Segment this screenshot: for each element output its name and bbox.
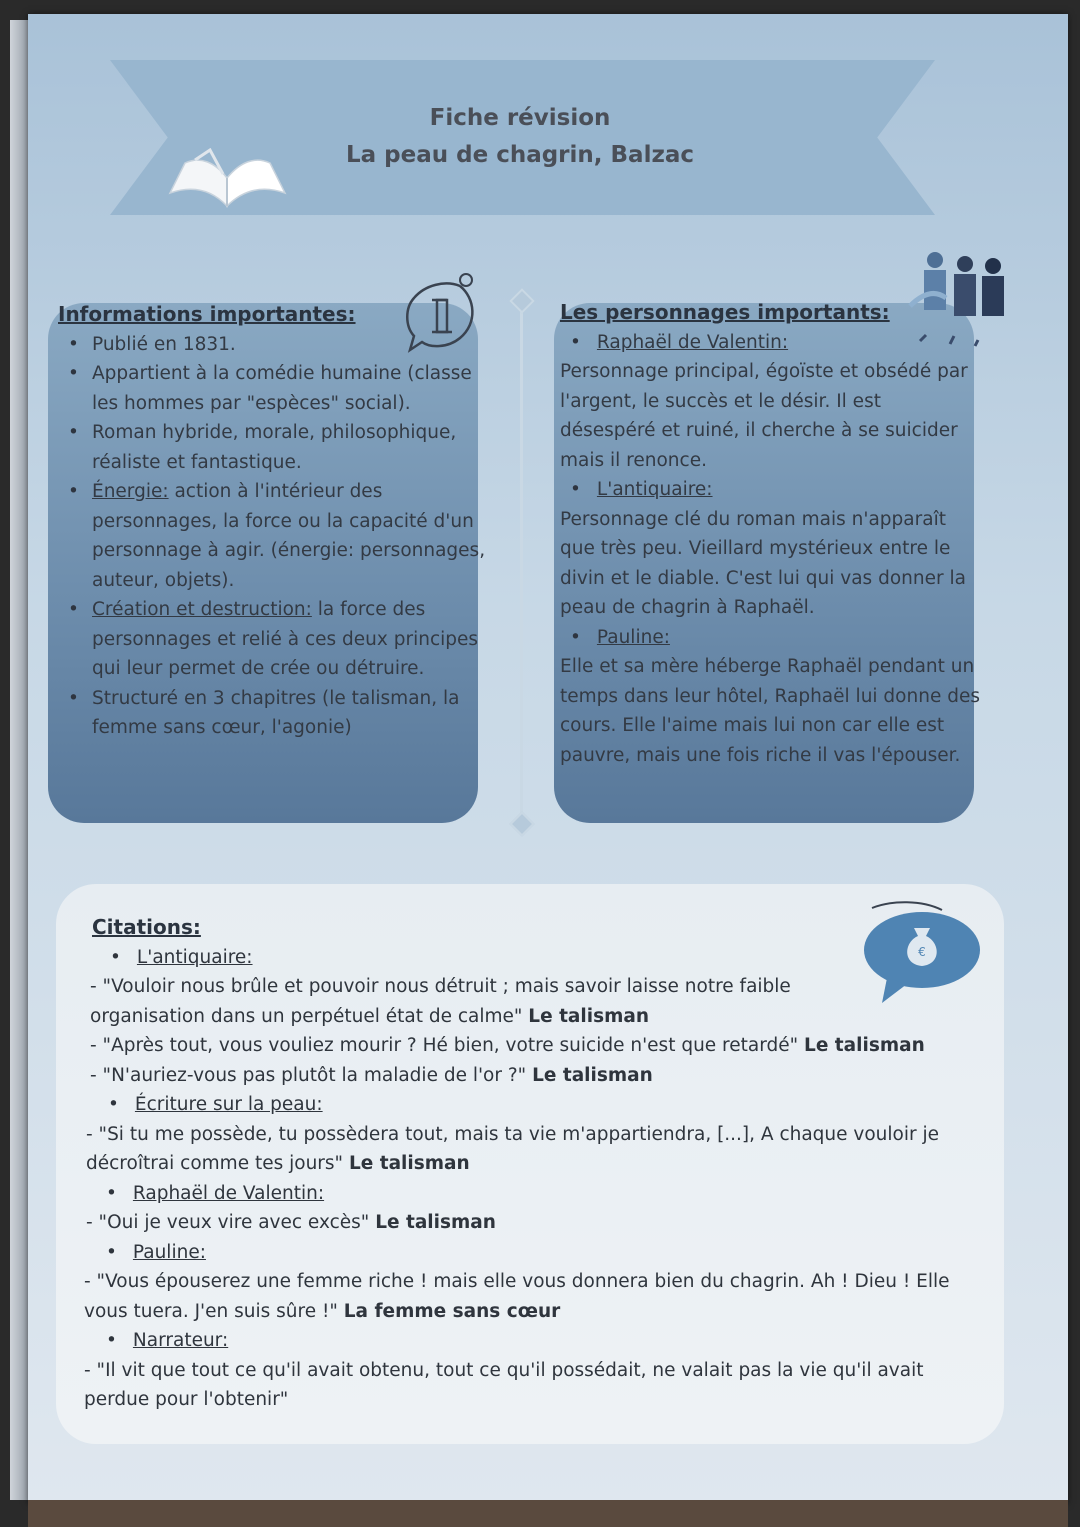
info-section	[58, 300, 488, 743]
title-line-2: La peau de chagrin, Balzac	[345, 142, 695, 168]
table-surface	[28, 1500, 1068, 1527]
character-name: • Raphaël de Valentin:	[560, 328, 980, 358]
character-name: • L'antiquaire:	[560, 475, 980, 505]
character-desc: Elle et sa mère héberge Raphaël pendant un temps dans leur hôtel, Raphaël lui donne des cours. Elle l'aime mais lui non car elle est pauvre, mais une fois riche il vas l'épouser.	[560, 656, 980, 766]
citation: - "Après tout, vous vouliez mourir ? Hé bien, votre suicide n'est que retardé" Le talisman	[90, 1035, 925, 1056]
citation: - "Si tu me possède, tu possèdera tout, mais ta vie m'appartiendra, [...], A chaque vouloir je décroîtrai comme tes jours" Le talisman	[86, 1123, 940, 1174]
list-item: • Roman hybride, morale, philosophique, réaliste et fantastique.	[58, 418, 488, 477]
citations-section	[60, 913, 1000, 1415]
characters-section	[560, 298, 980, 770]
page-title	[330, 100, 710, 174]
citation-author: • Narrateur:	[94, 1326, 1000, 1356]
citation-author: • L'antiquaire:	[98, 943, 1000, 973]
character-desc: Personnage clé du roman mais n'apparaît que très peu. Vieillard mystérieux entre le divin et le diable. C'est lui qui vas donner la peau de chagrin à Raphaël.	[560, 508, 966, 618]
info-list	[58, 330, 488, 743]
term: Création et destruction:	[92, 599, 312, 620]
page-stack-edge	[10, 20, 28, 1500]
list-item: • Structuré en 3 chapitres (le talisman, la femme sans cœur, l'agonie)	[58, 684, 488, 743]
list-item: • Création et destruction: la force des personnages et relié à ces deux principes qui leur permet de crée ou détruire.	[58, 595, 488, 684]
citation-author: • Écriture sur la peau:	[96, 1090, 1000, 1120]
citations-heading: Citations:	[92, 915, 201, 939]
svg-text:€: €	[918, 945, 926, 959]
citation: - "N'auriez-vous pas plutôt la maladie de l'or ?" Le talisman	[90, 1064, 653, 1086]
citation: - "Vous épouserez une femme riche ! mais elle vous donnera bien du chagrin. Ah ! Dieu ! Elle vous tuera. J'en suis sûre !" La femme sans cœur	[84, 1271, 950, 1322]
title-line-1: Fiche révision	[429, 105, 611, 131]
open-book-icon	[165, 148, 290, 218]
term: Énergie:	[92, 481, 169, 502]
character-desc: Personnage principal, égoïste et obsédé par l'argent, le succès et le désir. Il est désespéré et ruiné, il cherche à se suicider mais il renonce.	[560, 361, 968, 471]
citation: - "Oui je veux vire avec excès" Le talisman	[86, 1212, 496, 1233]
list-item: • Appartient à la comédie humaine (classe les hommes par "espèces" social).	[58, 359, 488, 418]
characters-heading: Les personnages importants:	[560, 300, 890, 324]
list-item: • Publié en 1831.	[58, 330, 488, 360]
list-item: • Énergie: action à l'intérieur des personnages, la force ou la capacité d'un personnage à agir. (énergie: personnages, auteur, objets).	[58, 477, 488, 595]
character-name: • Pauline:	[560, 623, 980, 653]
citation: - "Il vit que tout ce qu'il avait obtenu, tout ce qu'il possédait, ne valait pas la vie qu'il avait perdue pour l'obtenir"	[84, 1359, 924, 1410]
citation: - "Vouloir nous brûle et pouvoir nous détruit ; mais savoir laisse notre faible organisation dans un perpétuel état de calme" Le talisman	[90, 976, 791, 1027]
column-divider	[520, 290, 523, 820]
info-heading: Informations importantes:	[58, 302, 356, 326]
citation-author: • Pauline:	[94, 1238, 1000, 1268]
citation-author: • Raphaël de Valentin:	[94, 1179, 1000, 1209]
